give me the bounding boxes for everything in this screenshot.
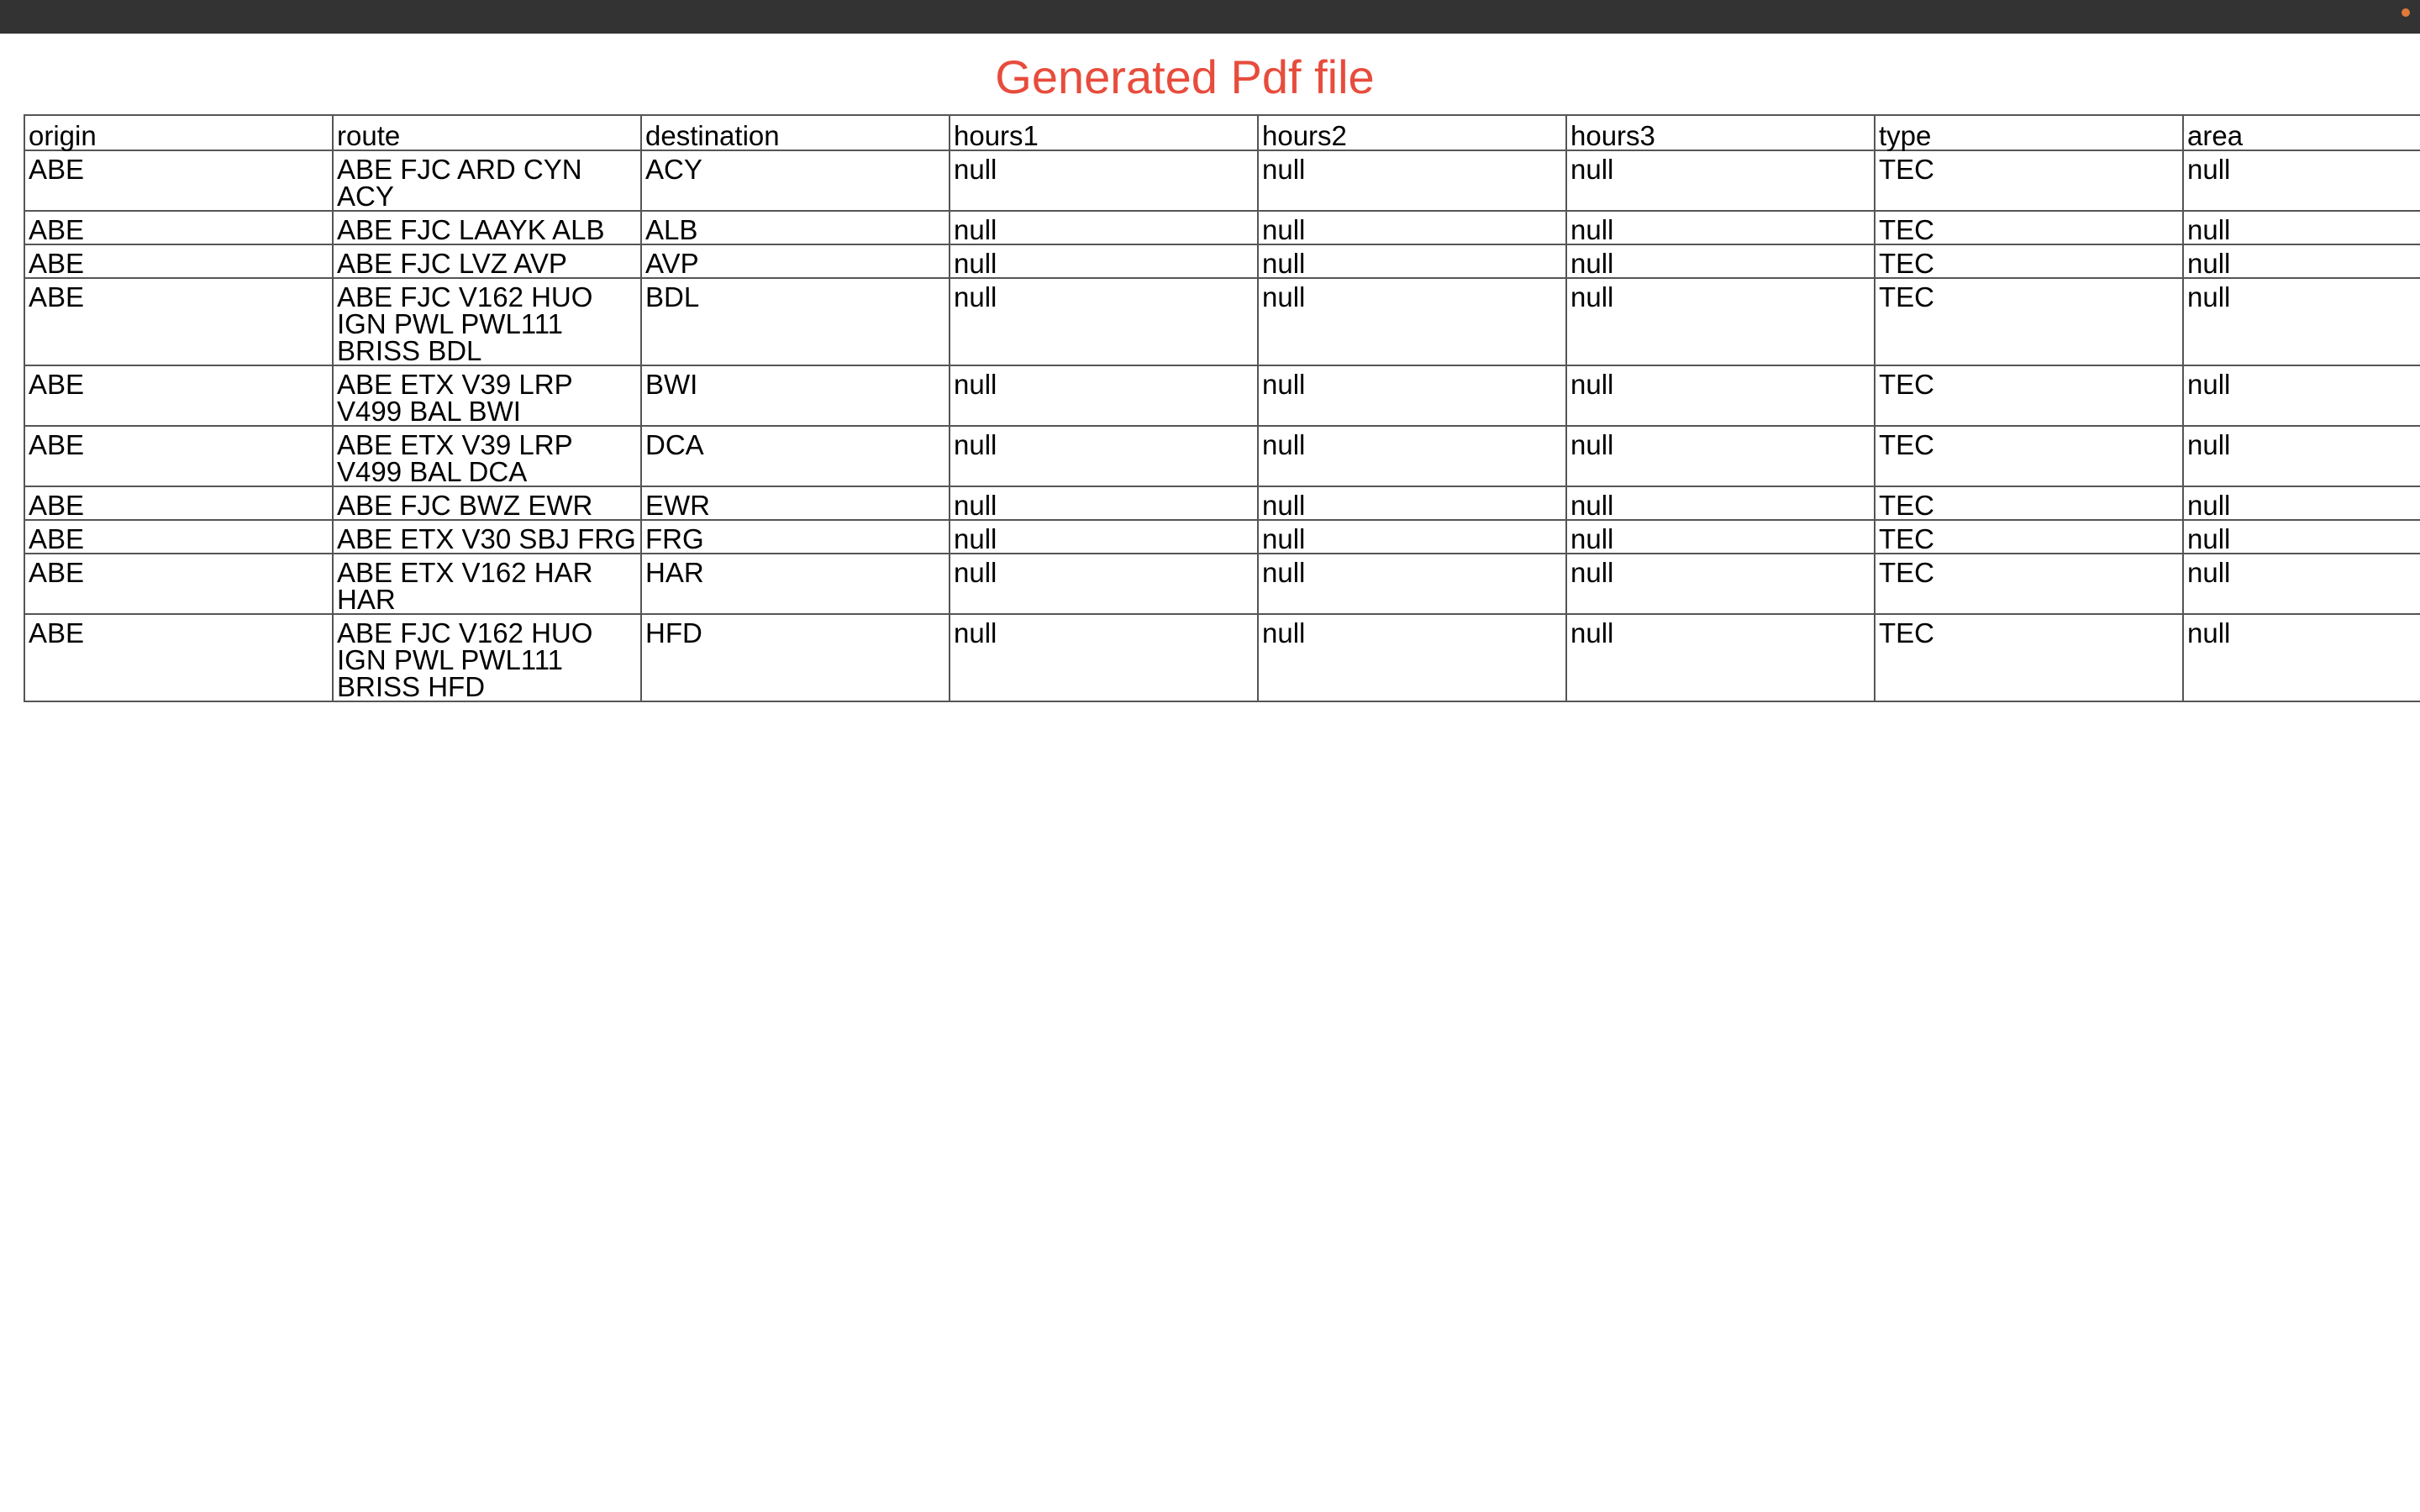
table-cell-route: ABE FJC V162 HUO IGN PWL PWL111 BRISS HFD <box>333 614 641 701</box>
table-cell-area: null <box>2183 150 2420 211</box>
table-cell-origin: ABE <box>24 486 333 520</box>
table-cell-hours3: null <box>1566 211 1875 244</box>
table-cell-hours3: null <box>1566 554 1875 614</box>
table-cell-route: ABE FJC LVZ AVP <box>333 244 641 278</box>
table-row <box>24 486 2420 520</box>
column-header-origin: origin <box>24 115 333 150</box>
table-cell-hours2: null <box>1258 150 1566 211</box>
table-cell-route: ABE ETX V162 HAR HAR <box>333 554 641 614</box>
table-cell-destination: AVP <box>641 244 950 278</box>
table-cell-route: ABE FJC ARD CYN ACY <box>333 150 641 211</box>
table-cell-type: TEC <box>1875 614 2183 701</box>
table-cell-hours2: null <box>1258 244 1566 278</box>
table-cell-origin: ABE <box>24 150 333 211</box>
column-header-hours2: hours2 <box>1258 115 1566 150</box>
table-cell-hours2: null <box>1258 211 1566 244</box>
table-cell-destination: BWI <box>641 365 950 426</box>
table-cell-hours2: null <box>1258 278 1566 365</box>
table-row <box>24 278 2420 365</box>
table-cell-hours2: null <box>1258 426 1566 486</box>
page-title: Generated Pdf file <box>995 50 1375 103</box>
table-cell-type: TEC <box>1875 365 2183 426</box>
table-cell-type: TEC <box>1875 426 2183 486</box>
table-cell-destination: ACY <box>641 150 950 211</box>
table-cell-area: null <box>2183 614 2420 701</box>
table-cell-origin: ABE <box>24 426 333 486</box>
table-cell-hours2: null <box>1258 520 1566 554</box>
table-cell-hours2: null <box>1258 365 1566 426</box>
table-cell-hours3: null <box>1566 278 1875 365</box>
table-cell-type: TEC <box>1875 554 2183 614</box>
table-cell-type: TEC <box>1875 520 2183 554</box>
table-cell-type: TEC <box>1875 150 2183 211</box>
table-cell-route: ABE FJC LAAYK ALB <box>333 211 641 244</box>
routes-table <box>24 114 2420 702</box>
table-cell-route: ABE ETX V39 LRP V499 BAL BWI <box>333 365 641 426</box>
table-cell-hours1: null <box>950 426 1258 486</box>
table-cell-area: null <box>2183 520 2420 554</box>
table-row <box>24 520 2420 554</box>
column-header-area: area <box>2183 115 2420 150</box>
table-cell-route: ABE FJC V162 HUO IGN PWL PWL111 BRISS BDL <box>333 278 641 365</box>
table-body <box>24 150 2420 701</box>
table-cell-hours3: null <box>1566 520 1875 554</box>
table-cell-area: null <box>2183 244 2420 278</box>
table-cell-hours3: null <box>1566 244 1875 278</box>
table-row <box>24 426 2420 486</box>
table-cell-area: null <box>2183 426 2420 486</box>
table-row <box>24 365 2420 426</box>
table-cell-destination: HFD <box>641 614 950 701</box>
table-cell-area: null <box>2183 554 2420 614</box>
table-header-row <box>24 115 2420 150</box>
table-cell-origin: ABE <box>24 244 333 278</box>
table-cell-type: TEC <box>1875 244 2183 278</box>
table-cell-hours2: null <box>1258 486 1566 520</box>
table-cell-origin: ABE <box>24 365 333 426</box>
table-cell-hours1: null <box>950 278 1258 365</box>
table-cell-hours3: null <box>1566 365 1875 426</box>
table-cell-origin: ABE <box>24 520 333 554</box>
table-cell-destination: ALB <box>641 211 950 244</box>
table-cell-hours3: null <box>1566 426 1875 486</box>
table-cell-type: TEC <box>1875 486 2183 520</box>
table-cell-destination: DCA <box>641 426 950 486</box>
table-cell-area: null <box>2183 278 2420 365</box>
table-cell-type: TEC <box>1875 211 2183 244</box>
status-indicator-icon <box>2402 8 2410 17</box>
table-cell-hours1: null <box>950 211 1258 244</box>
table-cell-type: TEC <box>1875 278 2183 365</box>
table-cell-hours1: null <box>950 520 1258 554</box>
table-cell-route: ABE ETX V39 LRP V499 BAL DCA <box>333 426 641 486</box>
table-cell-area: null <box>2183 365 2420 426</box>
table-cell-route: ABE FJC BWZ EWR <box>333 486 641 520</box>
table-cell-hours1: null <box>950 365 1258 426</box>
column-header-destination: destination <box>641 115 950 150</box>
table-cell-hours1: null <box>950 244 1258 278</box>
table-cell-destination: EWR <box>641 486 950 520</box>
table-cell-destination: BDL <box>641 278 950 365</box>
table-cell-origin: ABE <box>24 211 333 244</box>
table-cell-origin: ABE <box>24 278 333 365</box>
table-cell-hours1: null <box>950 150 1258 211</box>
table-cell-hours3: null <box>1566 486 1875 520</box>
table-cell-origin: ABE <box>24 554 333 614</box>
browser-toolbar <box>0 0 2420 34</box>
table-cell-destination: FRG <box>641 520 950 554</box>
table-cell-hours1: null <box>950 614 1258 701</box>
column-header-type: type <box>1875 115 2183 150</box>
column-header-hours1: hours1 <box>950 115 1258 150</box>
table-cell-route: ABE ETX V30 SBJ FRG <box>333 520 641 554</box>
table-row <box>24 150 2420 211</box>
table-cell-hours1: null <box>950 554 1258 614</box>
table-row <box>24 554 2420 614</box>
table-row <box>24 244 2420 278</box>
table-cell-hours3: null <box>1566 150 1875 211</box>
table-cell-hours1: null <box>950 486 1258 520</box>
column-header-route: route <box>333 115 641 150</box>
table-cell-area: null <box>2183 211 2420 244</box>
table-cell-hours3: null <box>1566 614 1875 701</box>
table-row <box>24 211 2420 244</box>
table-cell-area: null <box>2183 486 2420 520</box>
data-table-container <box>24 114 2420 702</box>
table-cell-hours2: null <box>1258 554 1566 614</box>
table-cell-origin: ABE <box>24 614 333 701</box>
column-header-hours3: hours3 <box>1566 115 1875 150</box>
table-row <box>24 614 2420 701</box>
table-cell-hours2: null <box>1258 614 1566 701</box>
table-cell-destination: HAR <box>641 554 950 614</box>
